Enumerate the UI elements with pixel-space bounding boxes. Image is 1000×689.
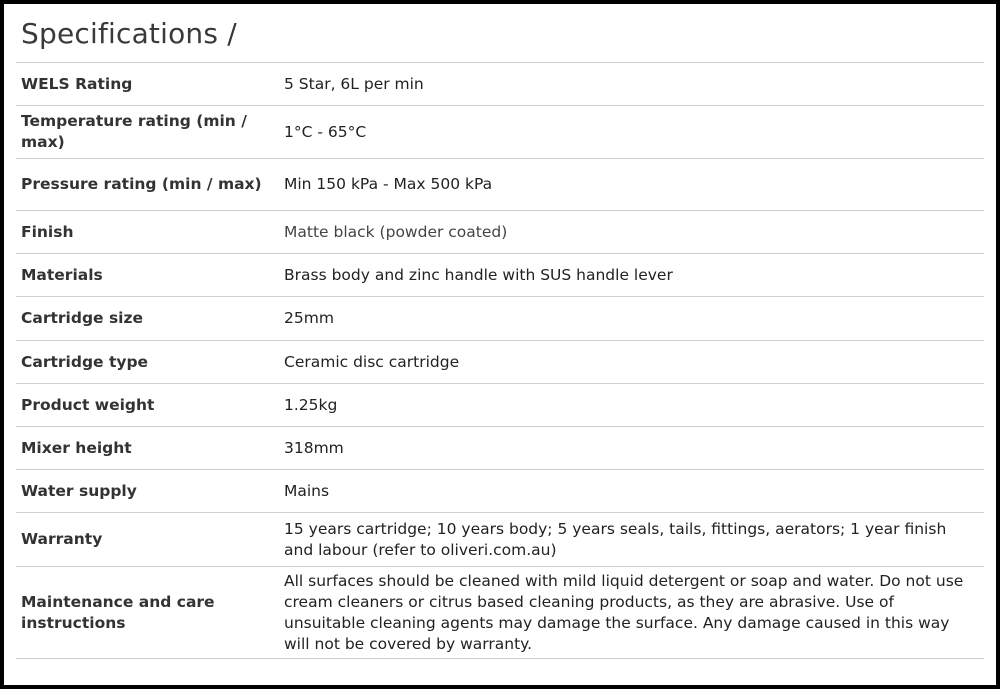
table-row	[16, 211, 984, 254]
row-label: Product weight	[16, 384, 284, 427]
row-value: Ceramic disc cartridge	[284, 341, 984, 384]
row-value: All surfaces should be cleaned with mild liquid detergent or soap and water. Do not use cream cleaners or citrus based cleaning products, as they are abrasive. Use of unsuitable cleaning agents may damage the surface. Any damage caused in this way will not be covered by warranty.	[284, 567, 984, 659]
table-row	[16, 513, 984, 567]
row-label: Mixer height	[16, 427, 284, 470]
row-label: Water supply	[16, 470, 284, 513]
page-title: Specifications /	[21, 17, 237, 50]
table-row	[16, 63, 984, 106]
table-row	[16, 106, 984, 159]
row-label: Pressure rating (min / max)	[16, 159, 284, 211]
table-row	[16, 470, 984, 513]
table-row	[16, 384, 984, 427]
table-row	[16, 341, 984, 384]
table-row	[16, 427, 984, 470]
row-value: 1°C - 65°C	[284, 106, 984, 159]
table-row	[16, 297, 984, 341]
row-label: Cartridge type	[16, 341, 284, 384]
specifications-panel	[4, 4, 996, 685]
table-row	[16, 254, 984, 297]
row-label: Finish	[16, 211, 284, 254]
row-value: Mains	[284, 470, 984, 513]
specifications-table	[16, 62, 984, 659]
row-value: Matte black (powder coated)	[284, 211, 984, 254]
row-value: 15 years cartridge; 10 years body; 5 years seals, tails, fittings, aerators; 1 year finish and labour (refer to oliveri.com.au)	[284, 513, 984, 567]
row-label: WELS Rating	[16, 63, 284, 106]
row-label: Warranty	[16, 513, 284, 567]
row-label: Temperature rating (min / max)	[16, 106, 284, 159]
row-label: Maintenance and care instructions	[16, 567, 284, 659]
row-value: Brass body and zinc handle with SUS handle lever	[284, 254, 984, 297]
table-row	[16, 159, 984, 211]
row-value: 318mm	[284, 427, 984, 470]
row-label: Materials	[16, 254, 284, 297]
row-value: 25mm	[284, 297, 984, 341]
row-value: 1.25kg	[284, 384, 984, 427]
table-row	[16, 567, 984, 659]
row-label: Cartridge size	[16, 297, 284, 341]
row-value: 5 Star, 6L per min	[284, 63, 984, 106]
row-value: Min 150 kPa - Max 500 kPa	[284, 159, 984, 211]
